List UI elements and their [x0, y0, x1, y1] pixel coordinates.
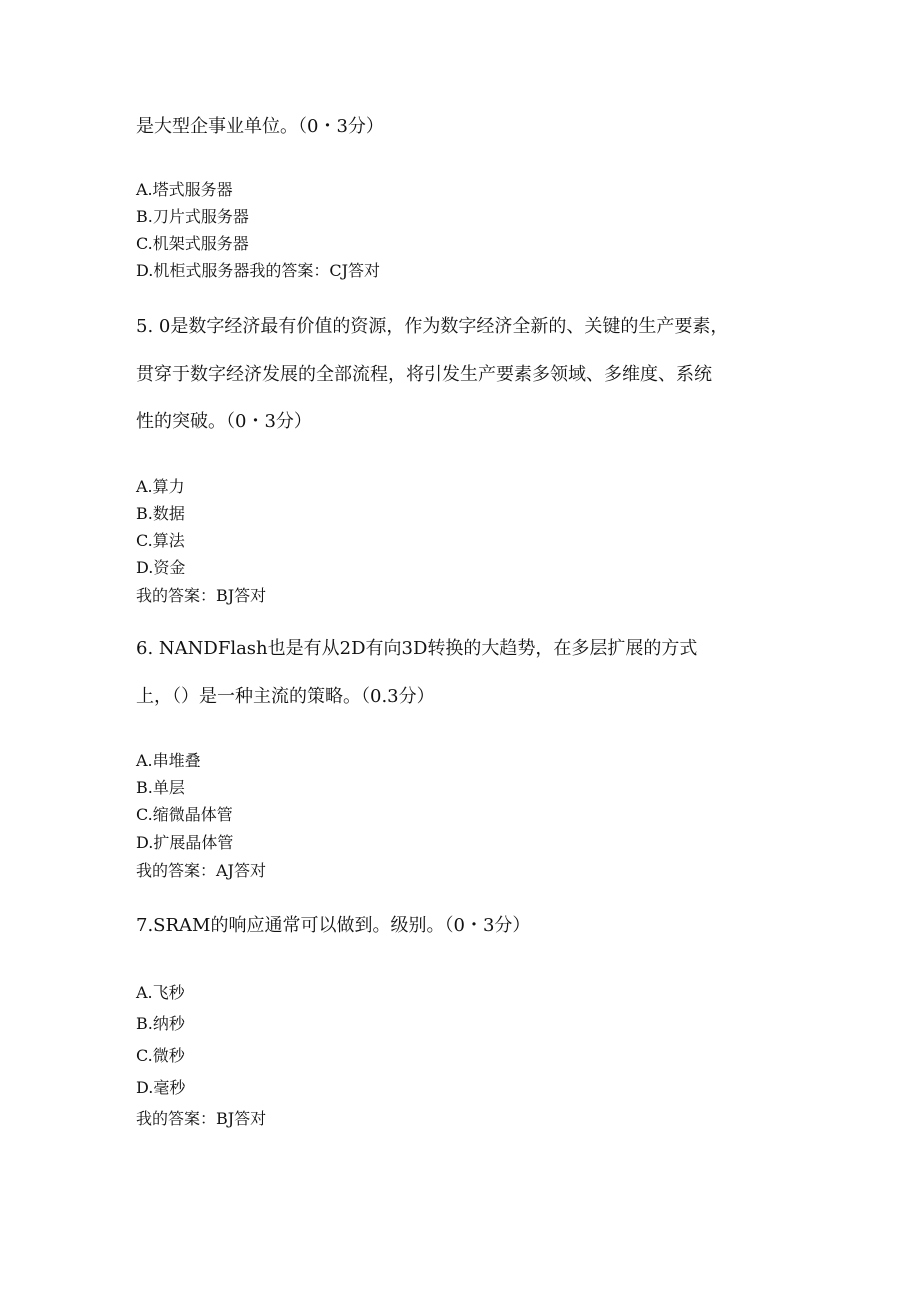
- question-4-stem-tail: 是大型企事业单位。（0・3分）: [136, 116, 384, 137]
- question-7-option-b: B.纳秒: [136, 1014, 185, 1033]
- question-4-option-b: B.刀片式服务器: [136, 207, 249, 226]
- question-7-option-a: A.飞秒: [136, 983, 185, 1002]
- question-5-option-d: D.资金: [136, 558, 186, 577]
- question-5-option-a: A.算力: [136, 477, 185, 496]
- question-6-line-1: 6. NANDFlash也是有从2D有向3D转换的大趋势，在多层扩展的方式: [136, 638, 698, 659]
- question-5-option-c: C.算法: [136, 531, 185, 550]
- question-6-option-b: B.单层: [136, 778, 185, 797]
- question-4-option-c: C.机架式服务器: [136, 234, 249, 253]
- question-6-option-a: A.串堆叠: [136, 751, 201, 770]
- question-7-option-d: D.毫秒: [136, 1078, 186, 1097]
- question-6-option-c: C.缩微晶体管: [136, 805, 233, 824]
- question-5-line-2: 贯穿于数字经济发展的全部流程，将引发生产要素多领域、多维度、系统: [136, 364, 712, 385]
- question-7-line-1: 7.SRAM的响应通常可以做到。级别。（0・3分）: [136, 915, 531, 936]
- question-6-option-d: D.扩展晶体管: [136, 833, 234, 852]
- question-7-option-c: C.微秒: [136, 1046, 185, 1065]
- question-6-answer: 我的答案：AJ答对: [136, 861, 266, 880]
- question-4-option-a: A.塔式服务器: [136, 180, 233, 199]
- question-5-answer: 我的答案：BJ答对: [136, 586, 267, 605]
- question-6-line-2: 上，（）是一种主流的策略。（0.3分）: [136, 686, 435, 707]
- question-5-line-1: 5. 0是数字经济最有价值的资源，作为数字经济全新的、关键的生产要素，: [136, 316, 729, 337]
- question-5-option-b: B.数据: [136, 504, 185, 523]
- question-5-line-3: 性的突破。（0・3分）: [136, 411, 312, 432]
- question-7-answer: 我的答案：BJ答对: [136, 1109, 267, 1128]
- question-4-option-d-with-answer: D.机柜式服务器我的答案：CJ答对: [136, 261, 381, 280]
